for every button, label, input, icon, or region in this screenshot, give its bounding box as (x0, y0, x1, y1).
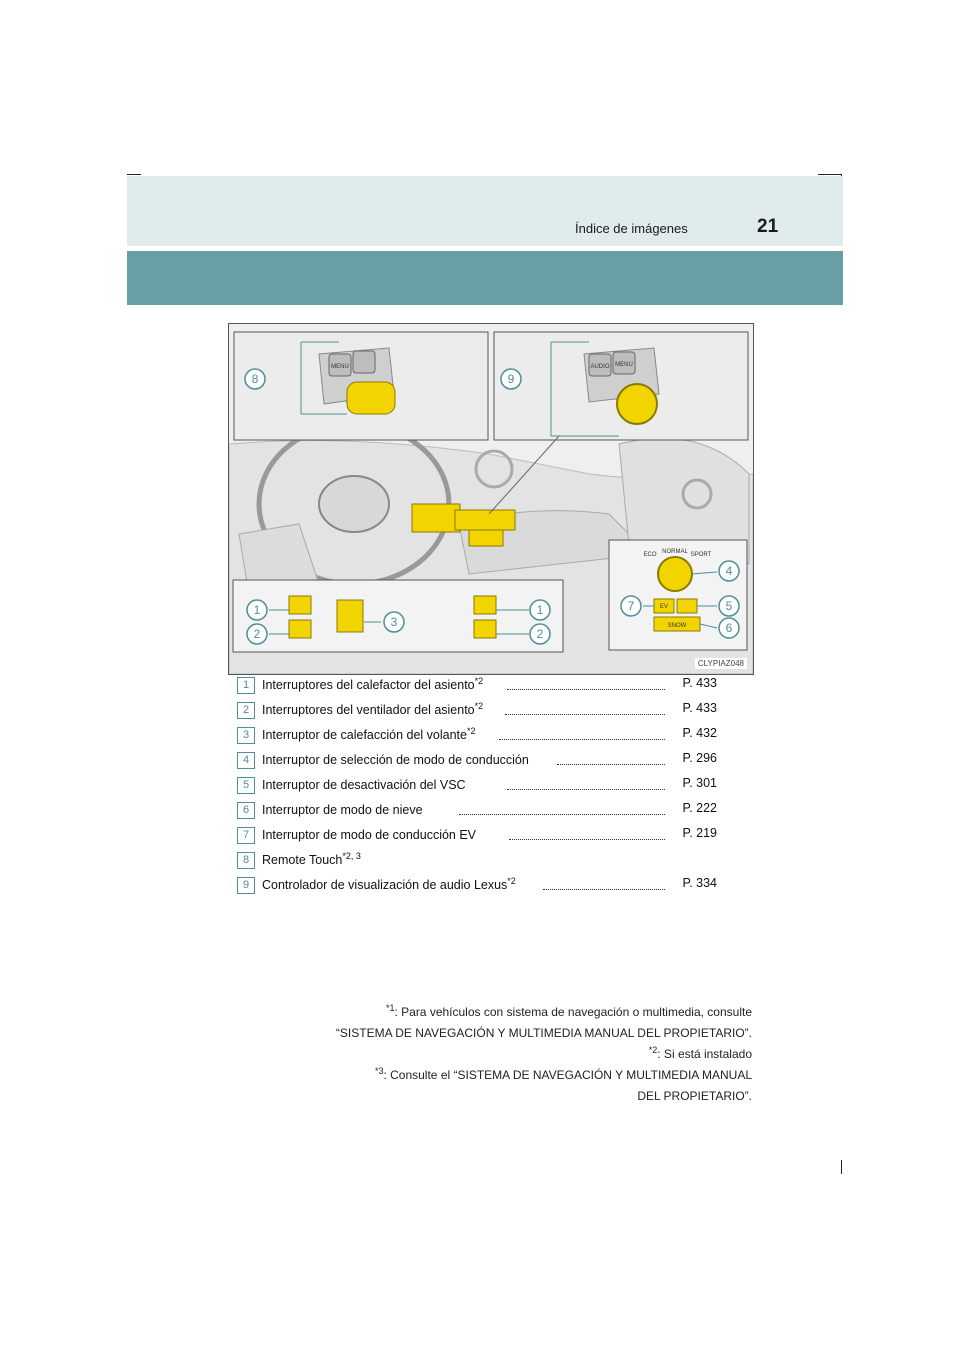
legend-item (237, 801, 717, 823)
legend-sup: *2, 3 (342, 851, 361, 861)
leader-dots (509, 839, 665, 840)
legend-item (237, 726, 717, 748)
callout-1-left: 1 (253, 603, 261, 617)
legend-label: Interruptor de calefacción del volante$^{*2}$ (262, 726, 476, 743)
footnote-line: $^{*1}$: Para vehículos con sistema de navegación o multimedia, consulte (385, 1003, 752, 1019)
legend-page: P. 219 (679, 826, 717, 840)
legend-label: Interruptor de modo de nieve (262, 803, 423, 818)
leader-dots (459, 814, 665, 815)
label-sport: SPORT (690, 552, 712, 558)
legend-label: Controlador de visualización de audio Lexus$^{*2}$ (262, 876, 516, 893)
legend-page: P. 433 (679, 676, 717, 690)
legend-page: P. 433 (679, 701, 717, 715)
label-audio: AUDIO (590, 364, 610, 370)
legend-item (237, 776, 717, 798)
legend-number: 6 (237, 802, 255, 819)
footnotes (260, 1000, 752, 1105)
legend-number: 1 (237, 677, 255, 694)
crop-mark (841, 1160, 842, 1174)
label-ev: EV (659, 604, 669, 610)
legend-sup: *2 (507, 876, 516, 886)
callout-1-right: 1 (536, 603, 544, 617)
legend-number: 5 (237, 777, 255, 794)
callout-4: 4 (725, 564, 733, 578)
header-title: Índice de imágenes (575, 221, 688, 236)
callout-6: 6 (725, 621, 733, 635)
car-interior-figure (228, 323, 754, 675)
footnote-line: DEL PROPIETARIO”. (637, 1089, 752, 1103)
legend-item (237, 701, 717, 723)
legend-number: 7 (237, 827, 255, 844)
label-eco: ECO (643, 552, 657, 558)
legend-item (237, 676, 717, 698)
legend-item (237, 851, 717, 873)
leader-dots (507, 789, 665, 790)
callout-2-left: 2 (253, 627, 261, 641)
legend-number: 4 (237, 752, 255, 769)
callout-9: 9 (507, 372, 515, 386)
leader-dots (505, 714, 665, 715)
crop-mark (818, 174, 842, 175)
footnote-line: “SISTEMA DE NAVEGACIÓN Y MULTIMEDIA MANUAL DEL PROPIETARIO”. (335, 1026, 752, 1040)
car-interior-illustration (229, 324, 753, 674)
legend-label: Interruptores del calefactor del asiento$^{*2}$ (262, 676, 484, 693)
callout-7: 7 (627, 599, 635, 613)
legend-label: Interruptor de desactivación del VSC (262, 778, 466, 793)
leader-dots (499, 739, 665, 740)
legend-number: 3 (237, 727, 255, 744)
legend-sup: *2 (474, 676, 484, 686)
callout-2-right: 2 (536, 627, 544, 641)
legend-number: 9 (237, 877, 255, 894)
leader-dots (557, 764, 665, 765)
legend-page: P. 296 (679, 751, 717, 765)
crop-mark (127, 174, 141, 175)
legend-page: P. 301 (679, 776, 717, 790)
callout-3: 3 (390, 615, 398, 629)
legend-page: P. 334 (679, 876, 717, 890)
leader-dots (507, 689, 665, 690)
leader-dots (543, 889, 665, 890)
section-band (127, 251, 843, 305)
legend-item (237, 826, 717, 848)
legend-number: 8 (237, 852, 255, 869)
callout-8: 8 (251, 372, 259, 386)
footnote-line: $^{*3}$: Consulte el “SISTEMA DE NAVEGACIÓN Y MULTIMEDIA MANUAL (374, 1066, 752, 1082)
footnote-line: $^{*2}$: Si está instalado (648, 1045, 752, 1061)
legend-sup: *2 (474, 701, 484, 711)
page-number: 21 (757, 216, 779, 237)
legend-sup: *2 (467, 726, 476, 736)
legend-item (237, 876, 717, 898)
legend-label: Interruptor de modo de conducción EV (262, 828, 477, 843)
legend-number: 2 (237, 702, 255, 719)
legend-page: P. 432 (679, 726, 717, 740)
callout-5: 5 (725, 599, 733, 613)
header-bar (127, 176, 843, 246)
legend-page: P. 222 (679, 801, 717, 815)
label-normal: NORMAL (662, 549, 688, 555)
legend-label: Remote Touch$^{*2, 3}$ (262, 851, 361, 868)
figure-code: CLYPIAZ048 (695, 658, 747, 669)
legend-label: Interruptores del ventilador del asiento$^{*2}$ (262, 701, 484, 718)
legend-label: Interruptor de selección de modo de conducción (262, 753, 529, 768)
label-menu: MENU (331, 364, 349, 370)
legend-item (237, 751, 717, 773)
label-snow: SNOW (667, 623, 687, 629)
label-menu-2: MENU (615, 362, 633, 368)
